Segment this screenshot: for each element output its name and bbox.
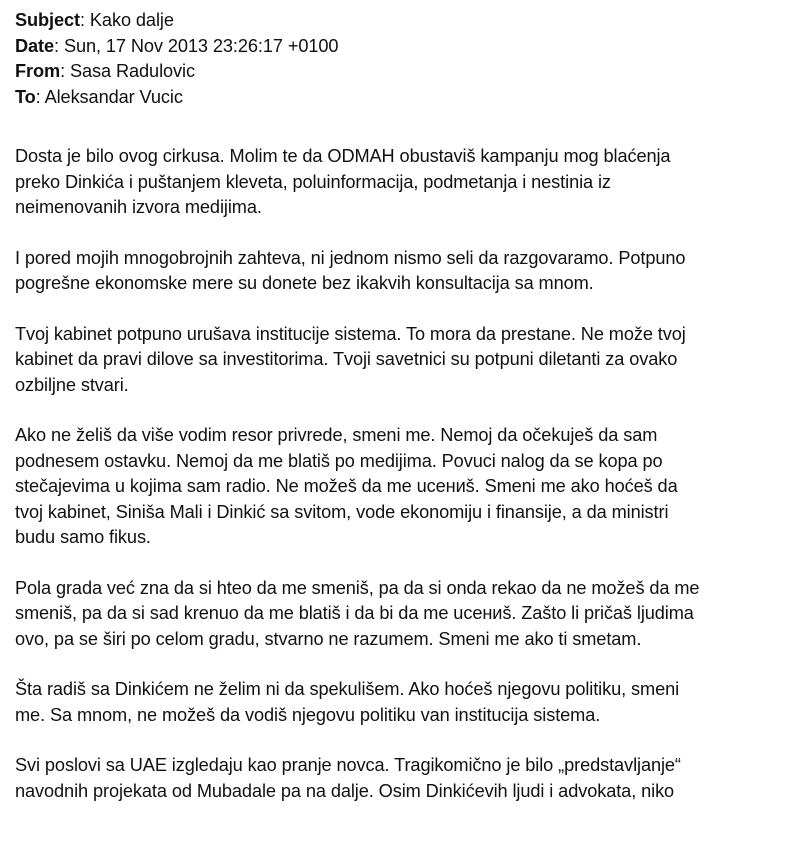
body-line: me. Sa mnom, ne možeš da vodiš njegovu politiku van institucija sistema. bbox=[15, 704, 601, 725]
body-line: Svi poslovi sa UAE izgledaju kao pranje novca. Tragikomično je bilo „predstavljanje“ bbox=[15, 755, 681, 775]
date-label: Date bbox=[15, 35, 55, 56]
to-label: To bbox=[15, 86, 36, 107]
subject-label: Subject bbox=[15, 10, 80, 30]
body-line: kabinet da pravi dilove sa investitorima. Tvoji savetnici su potpuni diletanti za ovako bbox=[15, 349, 678, 369]
body-line: pogrešne ekonomske mere su donete bez ikakvih konsultacija sa mnom. bbox=[15, 273, 594, 293]
body-line: Tvoj kabinet potpuno urušava institucije sistema. To mora da prestane. Ne može tvoj bbox=[15, 323, 686, 344]
body-paragraph bbox=[15, 322, 795, 399]
body-line: ovo, pa se širi po celom gradu, stvarno ne razumem. Smeni me ako ti smetam. bbox=[15, 628, 642, 649]
body-line: I pored mojih mnogobrojnih zahteva, ni jednom nismo seli da razgovaramo. Potpuno bbox=[15, 247, 686, 268]
date-line: Date: Sun, 17 Nov 2013 23:26:17 +0100 bbox=[15, 35, 339, 56]
body-line: tvoj kabinet, Siniša Mali i Dinkić sa svitom, vode ekonomiju i finansije, a da ministri bbox=[15, 501, 669, 522]
body-line: Dosta je bilo ovog cirkusa. Molim te da ODMAH obustaviš kampanju mog blaćenja bbox=[15, 146, 671, 166]
body-paragraph bbox=[15, 753, 795, 804]
to-value: Aleksandar Vucic bbox=[44, 86, 183, 107]
date-value: Sun, 17 Nov 2013 23:26:17 +0100 bbox=[63, 35, 339, 56]
body-paragraph bbox=[15, 246, 795, 297]
subject-line: Subject: Kako dalje bbox=[15, 10, 174, 30]
email-body bbox=[15, 144, 800, 804]
body-line: Šta radiš sa Dinkićem ne želim ni da spekulišem. Ako hoćeš njegovu politiku, smeni bbox=[15, 679, 680, 699]
body-line: smeniš, pa da si sad krenuo da me blatiš i da bi da me ucениš. Zašto li pričaš ljudima bbox=[15, 603, 694, 623]
body-line: preko Dinkića i puštanjem kleveta, poluinformacija, podmetanja i nestinia iz bbox=[15, 171, 611, 192]
from-value: Sasa Radulovic bbox=[69, 61, 195, 81]
subject-value: Kako dalje bbox=[89, 10, 174, 30]
body-line: podnesem ostavku. Nemoj da me blatiš po medijima. Povuci nalog da se kopa po bbox=[15, 450, 663, 471]
from-label: From bbox=[15, 61, 61, 81]
body-paragraph bbox=[15, 576, 795, 653]
body-paragraph bbox=[15, 677, 795, 728]
body-line: stečajevima u kojima sam radio. Ne možeš da me ucениš. Smeni me ako hoćeš da bbox=[15, 476, 678, 496]
to-line: To: Aleksandar Vucic bbox=[15, 86, 183, 107]
body-paragraph bbox=[15, 423, 795, 551]
body-line: navodnih projekata od Mubadale pa na dalje. Osim Dinkićevih ljudi i advokata, niko bbox=[15, 780, 675, 801]
body-line: ozbiljne stvari. bbox=[15, 374, 129, 395]
from-line: From: Sasa Radulovic bbox=[15, 61, 195, 81]
body-paragraph bbox=[15, 144, 795, 221]
body-line: neimenovanih izvora medijima. bbox=[15, 197, 262, 217]
body-line: Ako ne želiš da više vodim resor privrede, smeni me. Nemoj da očekuješ da sam bbox=[15, 425, 658, 445]
body-line: budu samo fikus. bbox=[15, 527, 151, 547]
email-headers bbox=[15, 8, 800, 110]
body-line: Pola grada već zna da si hteo da me smeniš, pa da si onda rekao da ne možeš da me bbox=[15, 577, 700, 598]
